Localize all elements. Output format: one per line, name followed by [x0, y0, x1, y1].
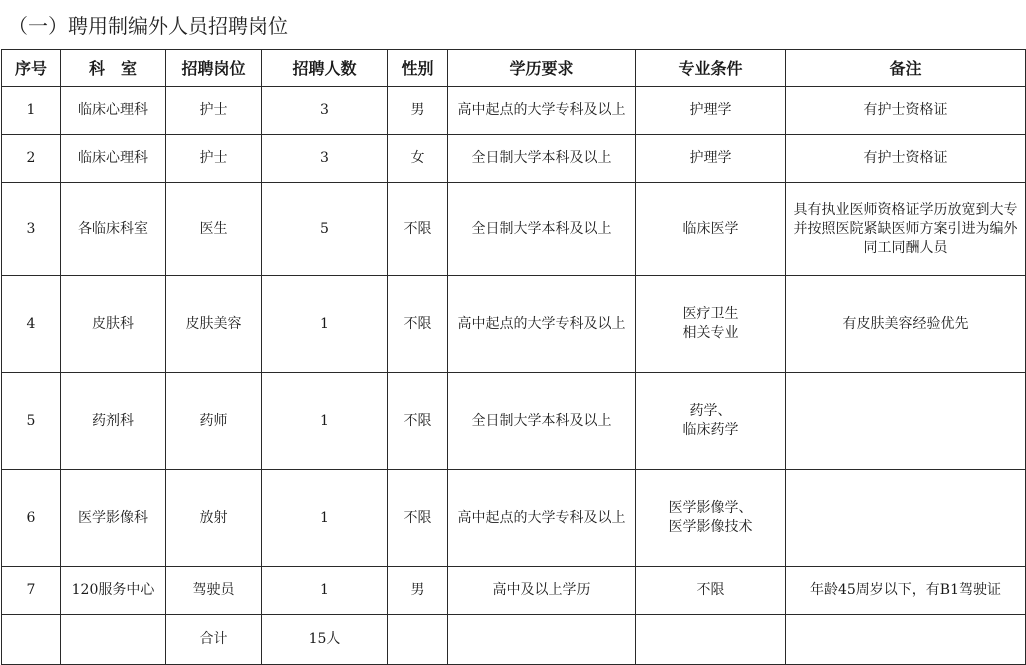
cell-dept: 临床心理科 — [61, 135, 166, 183]
cell-no: 1 — [2, 87, 61, 135]
cell-edu: 全日制大学本科及以上 — [448, 183, 636, 276]
cell-gender: 男 — [388, 87, 448, 135]
cell-no: 3 — [2, 183, 61, 276]
cell-post: 护士 — [166, 135, 262, 183]
cell-no: 7 — [2, 567, 61, 615]
cell-major — [636, 615, 786, 665]
cell-gender: 不限 — [388, 373, 448, 470]
cell-note — [786, 373, 1026, 470]
cell-count: 5 — [262, 183, 388, 276]
cell-edu: 全日制大学本科及以上 — [448, 373, 636, 470]
table-row — [2, 567, 1026, 615]
total-row — [2, 615, 1026, 665]
table-row — [2, 373, 1026, 470]
table-row — [2, 276, 1026, 373]
header-edu: 学历要求 — [448, 50, 636, 87]
header-post: 招聘岗位 — [166, 50, 262, 87]
cell-note: 有护士资格证 — [786, 87, 1026, 135]
total-count: 15人 — [262, 615, 388, 665]
table-row — [2, 470, 1026, 567]
cell-dept: 各临床科室 — [61, 183, 166, 276]
cell-count: 3 — [262, 135, 388, 183]
cell-note: 具有执业医师资格证学历放宽到大专并按照医院紧缺医师方案引进为编外同工同酬人员 — [786, 183, 1026, 276]
header-no: 序号 — [2, 50, 61, 87]
header-gender: 性别 — [388, 50, 448, 87]
header-count: 招聘人数 — [262, 50, 388, 87]
cell-gender: 女 — [388, 135, 448, 183]
cell-edu: 全日制大学本科及以上 — [448, 135, 636, 183]
cell-major: 医疗卫生 相关专业 — [636, 276, 786, 373]
cell-gender: 男 — [388, 567, 448, 615]
cell-major: 不限 — [636, 567, 786, 615]
cell-edu: 高中起点的大学专科及以上 — [448, 87, 636, 135]
cell-major: 医学影像学、 医学影像技术 — [636, 470, 786, 567]
cell-post: 药师 — [166, 373, 262, 470]
cell-no: 2 — [2, 135, 61, 183]
cell-edu: 高中起点的大学专科及以上 — [448, 470, 636, 567]
cell-note — [786, 615, 1026, 665]
cell-note: 年龄45周岁以下，有B1驾驶证 — [786, 567, 1026, 615]
cell-gender: 不限 — [388, 276, 448, 373]
cell-gender: 不限 — [388, 183, 448, 276]
cell-gender — [388, 615, 448, 665]
page-title: （一）聘用制编外人员招聘岗位 — [8, 14, 288, 38]
cell-dept: 皮肤科 — [61, 276, 166, 373]
cell-dept: 药剂科 — [61, 373, 166, 470]
cell-count: 3 — [262, 87, 388, 135]
header-major: 专业条件 — [636, 50, 786, 87]
cell-post: 皮肤美容 — [166, 276, 262, 373]
cell-post: 驾驶员 — [166, 567, 262, 615]
cell-dept: 临床心理科 — [61, 87, 166, 135]
cell-edu: 高中起点的大学专科及以上 — [448, 276, 636, 373]
cell-edu: 高中及以上学历 — [448, 567, 636, 615]
cell-no — [2, 615, 61, 665]
cell-dept: 医学影像科 — [61, 470, 166, 567]
cell-count: 1 — [262, 276, 388, 373]
cell-count: 1 — [262, 373, 388, 470]
cell-note: 有皮肤美容经验优先 — [786, 276, 1026, 373]
cell-major: 护理学 — [636, 87, 786, 135]
cell-dept: 120服务中心 — [61, 567, 166, 615]
table-row — [2, 87, 1026, 135]
cell-major: 临床医学 — [636, 183, 786, 276]
cell-note — [786, 470, 1026, 567]
cell-note: 有护士资格证 — [786, 135, 1026, 183]
header-dept: 科 室 — [61, 50, 166, 87]
cell-count: 1 — [262, 567, 388, 615]
cell-edu — [448, 615, 636, 665]
cell-dept — [61, 615, 166, 665]
total-label: 合计 — [166, 615, 262, 665]
cell-post: 医生 — [166, 183, 262, 276]
cell-post: 放射 — [166, 470, 262, 567]
cell-count: 1 — [262, 470, 388, 567]
cell-no: 5 — [2, 373, 61, 470]
cell-no: 4 — [2, 276, 61, 373]
header-note: 备注 — [786, 50, 1026, 87]
recruitment-table — [1, 49, 1026, 665]
table-row — [2, 135, 1026, 183]
header-row — [2, 50, 1026, 87]
table-row — [2, 183, 1026, 276]
cell-major: 药学、 临床药学 — [636, 373, 786, 470]
cell-no: 6 — [2, 470, 61, 567]
cell-major: 护理学 — [636, 135, 786, 183]
cell-gender: 不限 — [388, 470, 448, 567]
cell-post: 护士 — [166, 87, 262, 135]
